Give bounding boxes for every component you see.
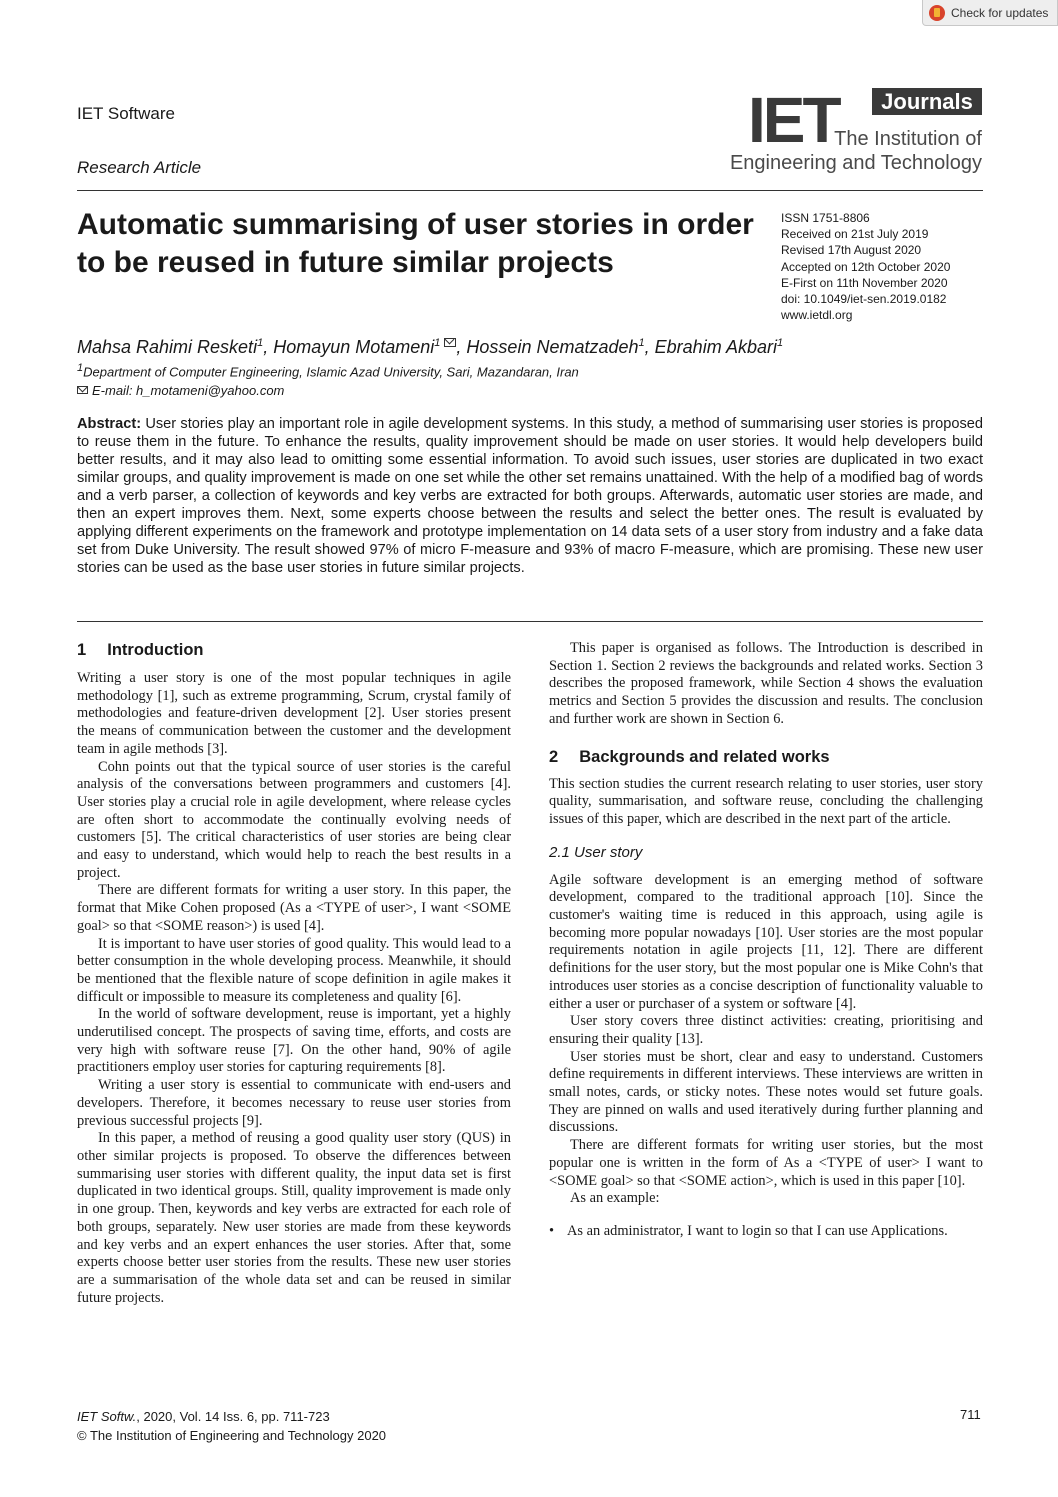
abstract [77, 416, 983, 578]
body-paragraph: It is important to have user stories of good quality. This would lead to a better consumption in the whole developing process. Meanwhile, it should be mentioned that the flexible nature of scope definition in agile makes it difficult or impossible to measure its completeness and quality [6]. [77, 935, 511, 1005]
abstract-label: Abstract: [77, 416, 142, 432]
section-2-heading: 2 Backgrounds and related works [549, 747, 830, 766]
body-paragraph: There are different formats for writing a user story. In this paper, the format that Mike Cohen proposed (As a <TYPE of user>, I want <SOME goal> so that <SOME reason>) is used [4]. [77, 882, 511, 934]
header-rule [77, 190, 983, 191]
logo-journals: Journals [872, 88, 982, 115]
affiliation: $^1$Department of Computer Engineering, Islamic Azad University, Sari, Mazandaran, Iran [77, 362, 579, 380]
article-type: Research Article [77, 158, 202, 177]
author-email[interactable]: E-mail: h_motameni@yahoo.com [77, 383, 284, 398]
check-for-updates-label: Check for updates [951, 5, 1049, 20]
iet-journals-logo [729, 84, 984, 178]
logo-brand: IET [748, 84, 839, 156]
body-paragraph: In the world of software development, reuse is important, yet a highly underutilised concept. The prospects of saving time, efforts, and costs are very high with software reuse [7]. On the other hand, 90% of agile practitioners employ user stories for capturing requirements [8]. [77, 1006, 511, 1076]
logo-institution-line2: Engineering and Technology [729, 152, 982, 174]
meta-accepted: Accepted on 12th October 2020 [781, 259, 951, 274]
author-name: Homayun Motameni [273, 337, 435, 357]
footer-citation [77, 1407, 386, 1445]
right-column [549, 640, 983, 1241]
left-column [77, 640, 511, 1307]
body-paragraph: There are different formats for writing user stories, but the most popular one is written in the form of As a <TYPE of user> I want to <SOME goal> so that <SOME action>, which is used in this paper [10]. [549, 1137, 983, 1189]
abstract-rule [77, 621, 983, 622]
body-paragraph: User story covers three distinct activities: creating, prioritising and ensuring their quality [13]. [549, 1013, 983, 1047]
body-paragraph: Writing a user story is one of the most popular techniques in agile methodology [1], such as extreme programming, Scrum, crystal family of methodologies and feature-driven development [2]. User stories present the means of communication between the customer and the development team in agile methods [3]. [77, 670, 511, 757]
bullet-icon: • [549, 1222, 555, 1239]
body-paragraph: This paper is organised as follows. The Introduction is described in Section 1. Section 2 reviews the backgrounds and related works. Section 3 describes the proposed framework, while Section 4 shows the evaluation metrics and Section 5 provides the discussion and results. The conclusion and further work are shown in Section 6. [549, 640, 983, 727]
footer-journal-abbrev: IET Softw. [77, 1409, 137, 1424]
list-item: • As an administrator, I want to login so that I can use Applications. [549, 1222, 948, 1239]
body-paragraph: Agile software development is an emerging method of software development, compared to the traditional approach [10]. Since the customer's waiting time is reduced in this approach, using agile is becoming more popular nowadays [10]. User stories are the most popular requirements notation in agile projects [11, 12]. There are different definitions for the user story, but the most popular one is Mike Cohn's that introduces user stories as a concise description of functionality valuable to either a user or purchaser of a system or software [4]. [549, 871, 983, 1012]
meta-doi[interactable]: doi: 10.1049/iet-sen.2019.0182 [781, 292, 947, 307]
section-1-heading: 1 Introduction [77, 641, 204, 659]
paper-title: Automatic summarising of user stories in order to be reused in future similar projects [77, 208, 754, 279]
journal-name: IET Software [77, 104, 175, 123]
body-paragraph: User stories must be short, clear and easy to understand. Customers define requirements in different interviews. These interviews are written in small notes, cards, or sticky notes. These notes would set future goals. They are pinned on walls and used iteratively during further planning and discussions. [549, 1048, 983, 1136]
meta-efirst: E-First on 11th November 2020 [781, 275, 948, 290]
meta-received: Received on 21st July 2019 [781, 227, 929, 242]
author-name: Ebrahim Akbari [654, 337, 778, 357]
check-for-updates-button[interactable] [922, 0, 1058, 26]
body-paragraph: Writing a user story is essential to communicate with end-users and developers. Therefore, it becomes necessary to reuse user stories from previous successful projects [9]. [77, 1077, 511, 1129]
author-name: Mahsa Rahimi Resketi [77, 337, 258, 357]
body-paragraph: Cohn points out that the typical source of user stories is the careful analysis of the conversations between programmers and customers [4]. User stories play a crucial role in agile development, where release cycles are often short to accommodate the continually evolving needs of customers [5]. The critical characteristics of user stories are being clear and easy to understand, which would help to reach the best results in a project. [77, 758, 511, 881]
body-paragraph: As an example: [570, 1190, 660, 1207]
meta-website[interactable]: www.ietdl.org [781, 308, 853, 323]
check-updates-icon [929, 5, 945, 21]
abstract-text: User stories play an important role in agile development systems. In this study, a method of summarising user stories is proposed to reuse them in the future. To enhance the results, quality improvement should be made on user stories. It would help developers build better results, and it may also lead to omitting some essential information. To avoid such issues, user stories are duplicated in two exact similar groups, and quality improvement is made on one set while the other set remains unattained. With the help of a modified bag of words and a verb parser, a collection of keywords and key verbs are extracted for both groups. Afterwards, automatic user stories are made, and then an expert improves them. Next, some experts choose between the results and select the better ones. The result is evaluated by applying different experiments on the framework and prototype implementation on 14 data sets of a user story from industry and a fake data set from Duke University. The result showed 97% of micro F-measure and 93% of macro F-measure, which are promising. These new user stories can be used as the base user stories in future similar projects. [77, 416, 983, 576]
footer-copyright: © The Institution of Engineering and Technology 2020 [77, 1428, 387, 1443]
page-number: 711 [960, 1407, 981, 1422]
body-paragraph: This section studies the current research relating to user stories, user story quality, summarisation, and software reuse, concluding the challenging issues of this paper, which are described in the next part of the article. [549, 775, 983, 827]
author-list: Mahsa Rahimi Resketi$^1$, Homayun Motameni$^1$ , Hossein Nematzadeh$^1$, Ebrahim Akbari$^1$ [77, 337, 784, 357]
meta-revised: Revised 17th August 2020 [781, 243, 922, 258]
footer-volume-info: , 2020, Vol. 14 Iss. 6, pp. 711-723 [136, 1409, 330, 1424]
article-metadata [781, 210, 950, 323]
body-paragraph: In this paper, a method of reusing a good quality user story (QUS) in other similar projects is proposed. To observe the differences between summarising user stories with different quality, the input data set is first duplicated in two identical groups. Still, quality improvement is made only in one group. Then, keywords and key verbs are extracted for each role of both groups, separately. New user stories are made from these keywords and key verbs and an expert enhances the user stories. After that, some experts choose better user stories from the results. These new user stories are a summarisation of the whole data set and can be reused in similar future projects. [77, 1130, 511, 1306]
subsection-2-1-heading: 2.1 User story [549, 843, 643, 861]
corresponding-author-mail-icon [444, 338, 456, 347]
author-name: Hossein Nematzadeh [466, 337, 639, 357]
meta-issn: ISSN 1751-8806 [781, 211, 870, 225]
logo-institution-line1: The Institution of [834, 128, 982, 150]
mail-icon [77, 386, 88, 394]
